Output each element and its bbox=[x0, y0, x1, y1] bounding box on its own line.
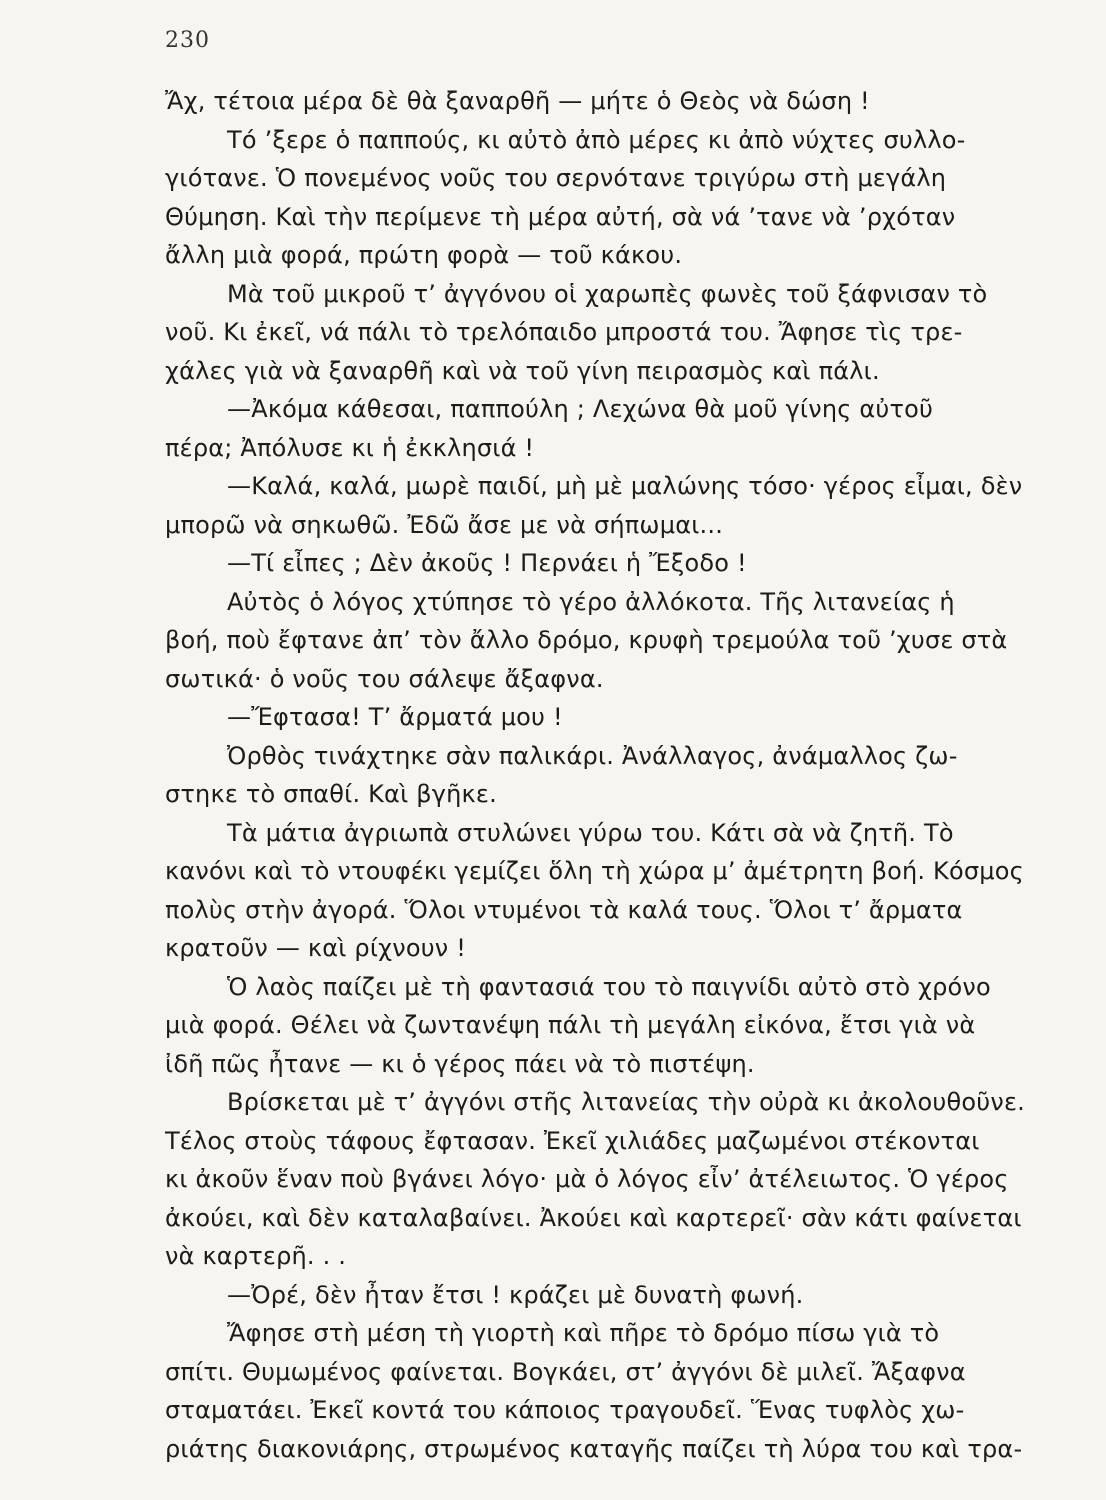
text-line: Ἄχ, τέτοια μέρα δὲ θὰ ξαναρθῆ — μήτε ὁ Θεὸς νὰ δώση ! bbox=[165, 87, 870, 115]
body-text bbox=[165, 82, 1065, 1468]
page-number: 230 bbox=[165, 28, 210, 53]
text-line: σταματάει. Ἐκεῖ κοντά του κάποιος τραγουδεῖ. Ἕνας τυφλὸς χω- bbox=[165, 1396, 965, 1424]
text-line: σπίτι. Θυμωμένος φαίνεται. Βογκάει, στ’ ἀγγόνι δὲ μιλεῖ. Ἄξαφνα bbox=[165, 1357, 966, 1386]
text-line: κρατοῦν — καὶ ρίχνουν ! bbox=[165, 934, 467, 962]
text-line: —Ἔφτασα! Τ’ ἄρματά μου ! bbox=[227, 703, 563, 731]
text-line: νοῦ. Κι ἐκεῖ, νά πάλι τὸ τρελόπαιδο μπροστά του. Ἄφησε τὶς τρε- bbox=[165, 318, 963, 346]
text-line: μιὰ φορά. Θέλει νὰ ζωντανέψη πάλι τὴ μεγάλη εἰκόνα, ἔτσι γιὰ νὰ bbox=[165, 1011, 976, 1039]
text-line: ἄλλη μιὰ φορά, πρώτη φορὰ — τοῦ κάκου. bbox=[165, 241, 683, 269]
text-line: στηκε τὸ σπαθί. Καὶ βγῆκε. bbox=[165, 780, 497, 808]
text-line: ριάτης διακονιάρης, στρωμένος καταγῆς παίζει τὴ λύρα του καὶ τρα- bbox=[165, 1434, 1023, 1463]
text-line: κανόνι καὶ τὸ ντουφέκι γεμίζει ὅλη τὴ χώρα μ’ ἀμέτρητη βοή. Κόσμος bbox=[165, 857, 1024, 885]
text-line: γιότανε. Ὁ πονεμένος νοῦς του σερνότανε τριγύρω στὴ μεγάλη bbox=[165, 164, 947, 192]
text-line: ἀκούει, καὶ δὲν καταλαβαίνει. Ἀκούει καὶ καρτερεῖ· σὰν κάτι φαίνεται bbox=[165, 1203, 1022, 1232]
text-line: νὰ καρτερῆ. . . bbox=[165, 1242, 347, 1270]
text-line: Βρίσκεται μὲ τ’ ἀγγόνι στῆς λιτανείας τὴν οὐρὰ κι ἀκολουθοῦνε. bbox=[227, 1088, 1025, 1116]
text-line: Μὰ τοῦ μικροῦ τ’ ἀγγόνου οἱ χαρωπὲς φωνὲς τοῦ ξάφνισαν τὸ bbox=[227, 279, 988, 308]
text-line: μπορῶ νὰ σηκωθῶ. Ἐδῶ ἄσε με νὰ σήπωμαι... bbox=[165, 510, 724, 539]
text-line: —Καλά, καλά, μωρὲ παιδί, μὴ μὲ μαλώνης τόσο· γέρος εἶμαι, δὲν bbox=[227, 472, 1023, 500]
text-line: Τέλος στοὺς τάφους ἔφτασαν. Ἐκεῖ χιλιάδες μαζωμένοι στέκονται bbox=[165, 1126, 980, 1155]
text-line: πολὺς στὴν ἀγορά. Ὅλοι ντυμένοι τὰ καλά τους. Ὅλοι τ’ ἄρματα bbox=[165, 895, 963, 924]
text-line: —Τί εἶπες ; Δὲν ἀκοῦς ! Περνάει ἡ Ἔξοδο ! bbox=[227, 549, 747, 577]
text-line: —Ἀκόμα κάθεσαι, παππούλη ; Λεχώνα θὰ μοῦ γίνης αὐτοῦ bbox=[227, 395, 934, 423]
text-line: ἰδῆ πῶς ἦτανε — κι ὁ γέρος πάει νὰ τὸ πιστέψη. bbox=[165, 1049, 755, 1078]
text-line: πέρα; Ἀπόλυσε κι ἡ ἐκκλησιά ! bbox=[165, 433, 535, 462]
text-line: χάλες γιὰ νὰ ξαναρθῆ καὶ νὰ τοῦ γίνη πειρασμὸς καὶ πάλι. bbox=[165, 356, 880, 385]
text-line: Ὀρθὸς τινάχτηκε σὰν παλικάρι. Ἀνάλλαγος, ἀνάμαλλος ζω- bbox=[227, 741, 958, 770]
text-line: κι ἀκοῦν ἕναν ποὺ βγάνει λόγο· μὰ ὁ λόγος εἶν’ ἀτέλειωτος. Ὁ γέρος bbox=[165, 1165, 1009, 1193]
text-line: σωτικά· ὁ νοῦς του σάλεψε ἄξαφνα. bbox=[165, 664, 604, 693]
text-line: Ἄφησε στὴ μέση τὴ γιορτὴ καὶ πῆρε τὸ δρόμο πίσω γιὰ τὸ bbox=[227, 1319, 940, 1347]
text-line: Θύμηση. Καὶ τὴν περίμενε τὴ μέρα αὐτή, σὰ νά ’τανε νὰ ’ρχόταν bbox=[165, 202, 956, 231]
text-line: βοή, ποὺ ἔφτανε ἀπ’ τὸν ἄλλο δρόμο, κρυφὴ τρεμούλα τοῦ ’χυσε στὰ bbox=[165, 626, 1008, 654]
text-line: Αὐτὸς ὁ λόγος χτύπησε τὸ γέρο ἀλλόκοτα. Τῆς λιτανείας ἡ bbox=[227, 587, 955, 616]
text-line: Τό ’ξερε ὁ παππούς, κι αὐτὸ ἀπὸ μέρες κι ἀπὸ νύχτες συλλο- bbox=[227, 125, 966, 154]
text-line: Τὰ μάτια ἀγριωπὰ στυλώνει γύρω του. Κάτι σὰ νὰ ζητῆ. Τὸ bbox=[227, 818, 954, 847]
text-line: —Ὀρέ, δὲν ἦταν ἔτσι ! κράζει μὲ δυνατὴ φωνή. bbox=[227, 1280, 804, 1309]
text-line: Ὁ λαὸς παίζει μὲ τὴ φαντασιά του τὸ παιγνίδι αὐτὸ στὸ χρόνο bbox=[227, 972, 991, 1001]
